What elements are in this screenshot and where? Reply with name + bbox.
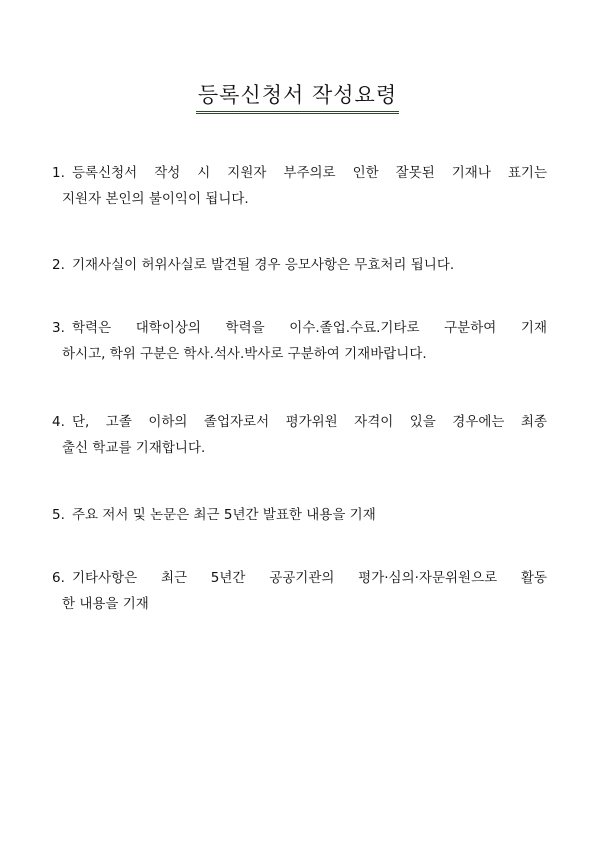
document-title: 등록신청서 작성요령: [196, 83, 399, 114]
list-item-1-text-1: 등록신청서 작성 시 지원자 부주의로 인한 잘못된 기재나 표기는: [72, 165, 547, 181]
list-item-1-line-2: 지원자 본인의 불이익이 됩니다.: [62, 191, 249, 207]
list-item-2-number: 2.: [52, 257, 65, 273]
list-item-6-line-1: [52, 565, 547, 591]
list-item-1: [52, 160, 547, 212]
list-item-5-number: 5.: [52, 507, 65, 523]
list-item-3: [52, 315, 547, 367]
list-item-3-line-1: [52, 315, 547, 341]
list-item-3-number: 3.: [52, 320, 65, 336]
list-item-1-number: 1.: [52, 165, 65, 181]
list-item-6-number: 6.: [52, 570, 65, 586]
list-item-4-line-2: 출신 학교를 기재합니다.: [62, 440, 206, 456]
list-item-2-line-1: [52, 252, 547, 278]
list-item-3-text-1: 학력은 대학이상의 학력을 이수.졸업.수료.기타로 구분하여 기재: [72, 320, 547, 336]
list-item-5-line-1: [52, 502, 547, 528]
list-item-4: [52, 409, 547, 461]
list-item-3-line-2: 하시고, 학위 구분은 학사.석사.박사로 구분하여 기재바랍니다.: [62, 346, 427, 362]
list-item-6-text-1: 기타사항은 최근 5년간 공공기관의 평가·심의·자문위원으로 활동: [72, 570, 547, 586]
list-item-2-text-1: 기재사실이 허위사실로 발견될 경우 응모사항은 무효처리 됩니다.: [72, 257, 455, 273]
list-item-2: [52, 252, 547, 278]
list-item-6-line-2: 한 내용을 기재: [62, 596, 149, 612]
list-item-6: [52, 565, 547, 617]
list-item-5: [52, 502, 547, 528]
title-container: [0, 83, 595, 114]
list-item-4-number: 4.: [52, 414, 65, 430]
list-item-4-line-1: [52, 409, 547, 435]
list-item-4-text-1: 단, 고졸 이하의 졸업자로서 평가위원 자격이 있을 경우에는 최종: [72, 414, 547, 430]
list-item-1-line-1: [52, 160, 547, 186]
list-item-5-text-1: 주요 저서 및 논문은 최근 5년간 발표한 내용을 기재: [72, 507, 376, 523]
